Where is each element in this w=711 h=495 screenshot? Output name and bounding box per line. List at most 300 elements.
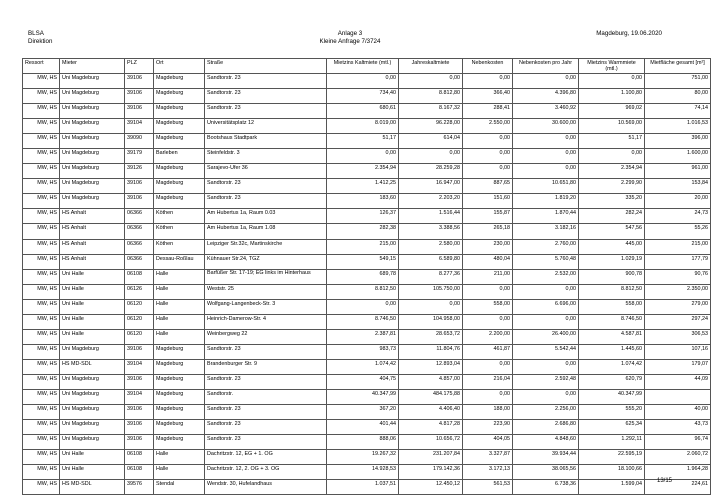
table-cell: 480,04: [463, 254, 513, 269]
table-cell: Sandtorstr. 23: [205, 420, 327, 435]
table-cell: 10.651,80: [513, 179, 579, 194]
table-cell: Uni Magdeburg: [60, 194, 125, 209]
table-cell: 39106: [125, 344, 154, 359]
table-cell: MW, HS: [23, 164, 60, 179]
table-cell: Magdeburg: [154, 89, 205, 104]
table-row: [23, 269, 711, 284]
table-cell: Sandtorstr. 23: [205, 405, 327, 420]
table-cell: 4.396,80: [513, 89, 579, 104]
table-row: [23, 389, 711, 404]
table-cell: Weststr. 25: [205, 284, 327, 299]
table-cell: 215,00: [645, 239, 711, 254]
table-cell: 265,18: [463, 224, 513, 239]
table-cell: MW, HS: [23, 389, 60, 404]
table-cell: 30.600,00: [513, 119, 579, 134]
table-cell: 39126: [125, 164, 154, 179]
table-cell: 74,14: [645, 104, 711, 119]
table-cell: 288,41: [463, 104, 513, 119]
table-row: [23, 164, 711, 179]
table-cell: 12.450,12: [399, 480, 463, 495]
table-cell: Halle: [154, 450, 205, 465]
table-cell: MW, HS: [23, 344, 60, 359]
table-cell: 126,37: [327, 209, 399, 224]
table-cell: Barleben: [154, 149, 205, 164]
table-cell: 8.277,36: [399, 269, 463, 284]
table-row: [23, 224, 711, 239]
table-cell: 2.299,90: [579, 179, 645, 194]
table-cell: 3.172,13: [463, 465, 513, 480]
table-cell: Dachritzstr. 12, EG + 1. OG: [205, 450, 327, 465]
table-cell: 06120: [125, 299, 154, 314]
table-cell: 16.947,00: [399, 179, 463, 194]
table-cell: Uni Halle: [60, 450, 125, 465]
table-cell: 1.870,44: [513, 209, 579, 224]
table-cell: 10.569,00: [579, 119, 645, 134]
table-cell: 0,00: [399, 149, 463, 164]
table-cell: 8.812,50: [327, 284, 399, 299]
table-cell: 39576: [125, 480, 154, 495]
table-cell: 0,00: [463, 284, 513, 299]
column-header: Ort: [154, 59, 205, 74]
table-cell: MW, HS: [23, 134, 60, 149]
table-cell: 4.406,40: [399, 405, 463, 420]
table-cell: 6.696,00: [513, 299, 579, 314]
table-cell: 0,00: [399, 74, 463, 89]
table-cell: HS MD-SDL: [60, 359, 125, 374]
table-cell: 555,20: [579, 405, 645, 420]
table-cell: Halle: [154, 314, 205, 329]
table-cell: 367,20: [327, 405, 399, 420]
table-cell: 1.445,60: [579, 344, 645, 359]
table-cell: MW, HS: [23, 239, 60, 254]
table-cell: HS Anhalt: [60, 209, 125, 224]
table-cell: 211,00: [463, 269, 513, 284]
table-cell: MW, HS: [23, 374, 60, 389]
table-cell: 1.037,51: [327, 480, 399, 495]
table-cell: 39106: [125, 89, 154, 104]
table-cell: 0,00: [513, 74, 579, 89]
table-cell: Halle: [154, 284, 205, 299]
table-cell: 620,79: [579, 374, 645, 389]
table-cell: Heinrich-Damerow-Str. 4: [205, 314, 327, 329]
table-cell: 18.100,66: [579, 465, 645, 480]
table-cell: Universitätsplatz 12: [205, 119, 327, 134]
table-cell: Magdeburg: [154, 435, 205, 450]
table-cell: Uni Magdeburg: [60, 74, 125, 89]
table-cell: Steinfeldstr. 3: [205, 149, 327, 164]
table-cell: MW, HS: [23, 179, 60, 194]
table-cell: 2.592,48: [513, 374, 579, 389]
table-cell: 230,00: [463, 239, 513, 254]
title-line-1: Anlage 3: [337, 30, 363, 37]
table-cell: 39106: [125, 374, 154, 389]
table-cell: MW, HS: [23, 329, 60, 344]
table-cell: 1.029,19: [579, 254, 645, 269]
table-cell: 90,76: [645, 269, 711, 284]
table-cell: 40.347,99: [579, 389, 645, 404]
table-cell: 2.354,94: [579, 164, 645, 179]
table-cell: 1.600,00: [645, 149, 711, 164]
table-cell: Sandtorstr. 23: [205, 435, 327, 450]
table-cell: 06366: [125, 254, 154, 269]
table-cell: 28.259,28: [399, 164, 463, 179]
table-cell: 38.065,56: [513, 465, 579, 480]
table-cell: 0,00: [513, 149, 579, 164]
table-cell: 12.893,04: [399, 359, 463, 374]
table-row: [23, 359, 711, 374]
table-cell: 22.595,19: [579, 450, 645, 465]
column-header: Nebenkosten: [463, 59, 513, 74]
table-cell: HS Anhalt: [60, 239, 125, 254]
table-cell: Kühnauer Str.24, TGZ: [205, 254, 327, 269]
table-row: [23, 89, 711, 104]
table-cell: Sandtorstr. 23: [205, 104, 327, 119]
table-cell: 39104: [125, 389, 154, 404]
column-header: PLZ: [125, 59, 154, 74]
table-cell: 0,00: [463, 74, 513, 89]
table-cell: Uni Magdeburg: [60, 420, 125, 435]
table-cell: 44,09: [645, 374, 711, 389]
table-cell: 2.580,00: [399, 239, 463, 254]
table-cell: 0,00: [513, 359, 579, 374]
table-cell: 3.327,87: [463, 450, 513, 465]
table-cell: Magdeburg: [154, 389, 205, 404]
table-cell: 0,00: [463, 359, 513, 374]
column-header: Jahreskaltmiete: [399, 59, 463, 74]
table-row: [23, 299, 711, 314]
table-cell: 39104: [125, 119, 154, 134]
table-cell: Uni Magdeburg: [60, 389, 125, 404]
table-row: [23, 134, 711, 149]
table-cell: Wolfgang-Langenbeck-Str. 3: [205, 299, 327, 314]
table-cell: MW, HS: [23, 209, 60, 224]
table-cell: 06126: [125, 284, 154, 299]
table-cell: 8.812,80: [399, 89, 463, 104]
table-cell: 0,00: [327, 149, 399, 164]
table-row: [23, 480, 711, 495]
table-cell: 689,78: [327, 269, 399, 284]
table-cell: 461,87: [463, 344, 513, 359]
table-cell: 4.848,60: [513, 435, 579, 450]
table-cell: MW, HS: [23, 420, 60, 435]
table-cell: 751,00: [645, 74, 711, 89]
table-cell: MW, HS: [23, 450, 60, 465]
table-cell: 215,00: [327, 239, 399, 254]
table-cell: 55,26: [645, 224, 711, 239]
table-header: [23, 59, 711, 74]
table-cell: 0,00: [463, 149, 513, 164]
table-cell: 0,00: [513, 134, 579, 149]
table-cell: Barfüßer Str. 17-19; EG links im Hinterhaus: [205, 269, 327, 284]
table-cell: 888,06: [327, 435, 399, 450]
table-cell: 625,34: [579, 420, 645, 435]
table-cell: 900,78: [579, 269, 645, 284]
table-cell: 39104: [125, 359, 154, 374]
table-cell: 2.200,00: [463, 329, 513, 344]
table-cell: 06120: [125, 314, 154, 329]
table-cell: Magdeburg: [154, 164, 205, 179]
table-cell: 4.817,28: [399, 420, 463, 435]
table-cell: 404,05: [463, 435, 513, 450]
table-cell: Magdeburg: [154, 74, 205, 89]
table-cell: Magdeburg: [154, 405, 205, 420]
table-cell: Uni Halle: [60, 299, 125, 314]
table-cell: 223,90: [463, 420, 513, 435]
table-cell: 5.760,48: [513, 254, 579, 269]
column-header: Nebenkosten pro Jahr: [513, 59, 579, 74]
table-cell: Sarajevo-Ufer 36: [205, 164, 327, 179]
table-cell: Uni Magdeburg: [60, 89, 125, 104]
column-header: Mietzins Kaltmiete (mtl.): [327, 59, 399, 74]
table-cell: 961,00: [645, 164, 711, 179]
table-cell: Uni Halle: [60, 269, 125, 284]
table-row: [23, 374, 711, 389]
table-cell: Brandenburger Str. 9: [205, 359, 327, 374]
table-cell: 224,61: [645, 480, 711, 495]
table-cell: Magdeburg: [154, 194, 205, 209]
table-cell: Dessau-Roßlau: [154, 254, 205, 269]
table-row: [23, 194, 711, 209]
table-cell: Köthen: [154, 224, 205, 239]
table-cell: 366,40: [463, 89, 513, 104]
table-cell: Köthen: [154, 239, 205, 254]
table-cell: Sandtorstr. 23: [205, 74, 327, 89]
table-cell: Weinbergweg 22: [205, 329, 327, 344]
table-cell: 1.412,25: [327, 179, 399, 194]
table-cell: Sandtorstr.: [205, 389, 327, 404]
table-cell: 39106: [125, 179, 154, 194]
table-cell: 40.347,99: [327, 389, 399, 404]
table-cell: 0,00: [463, 389, 513, 404]
table-cell: 153,84: [645, 179, 711, 194]
table-cell: 06366: [125, 209, 154, 224]
table-cell: Magdeburg: [154, 359, 205, 374]
table-cell: 547,56: [579, 224, 645, 239]
table-row: [23, 179, 711, 194]
table-cell: 26.400,00: [513, 329, 579, 344]
table-cell: MW, HS: [23, 405, 60, 420]
table-cell: 2.550,00: [463, 119, 513, 134]
table-cell: 39106: [125, 194, 154, 209]
table-cell: 2.354,94: [327, 164, 399, 179]
table-cell: Uni Magdeburg: [60, 179, 125, 194]
table-cell: 561,53: [463, 480, 513, 495]
table-cell: 5.542,44: [513, 344, 579, 359]
table-cell: [645, 389, 711, 404]
table-cell: HS MD-SDL: [60, 480, 125, 495]
column-header: Straße: [205, 59, 327, 74]
table-cell: Magdeburg: [154, 420, 205, 435]
table-cell: 680,61: [327, 104, 399, 119]
table-cell: 188,00: [463, 405, 513, 420]
table-cell: 549,15: [327, 254, 399, 269]
table-cell: 19.267,32: [327, 450, 399, 465]
table-cell: 06108: [125, 450, 154, 465]
table-row: [23, 405, 711, 420]
rental-table: [22, 58, 711, 495]
table-cell: Uni Magdeburg: [60, 149, 125, 164]
table-row: [23, 149, 711, 164]
table-cell: 20,00: [645, 194, 711, 209]
table-cell: MW, HS: [23, 149, 60, 164]
column-header: Ressort: [23, 59, 60, 74]
table-cell: 39.934,44: [513, 450, 579, 465]
table-cell: Uni Halle: [60, 284, 125, 299]
table-cell: 558,00: [579, 299, 645, 314]
table-cell: Halle: [154, 329, 205, 344]
table-row: [23, 209, 711, 224]
table-cell: 2.060,72: [645, 450, 711, 465]
table-cell: 43,73: [645, 420, 711, 435]
table-cell: 6.738,36: [513, 480, 579, 495]
table-cell: 0,00: [579, 74, 645, 89]
table-cell: 8.019,00: [327, 119, 399, 134]
table-cell: 231.207,84: [399, 450, 463, 465]
table-cell: 11.804,76: [399, 344, 463, 359]
table-cell: 0,00: [513, 314, 579, 329]
table-row: [23, 284, 711, 299]
table-cell: 06366: [125, 239, 154, 254]
table-cell: Uni Halle: [60, 314, 125, 329]
table-cell: 0,00: [399, 299, 463, 314]
table-cell: 39106: [125, 405, 154, 420]
table-cell: 0,00: [513, 389, 579, 404]
table-cell: 8.812,50: [579, 284, 645, 299]
table-cell: MW, HS: [23, 359, 60, 374]
table-cell: 104.958,00: [399, 314, 463, 329]
table-cell: 96.228,00: [399, 119, 463, 134]
title-line-2: Kleine Anfrage 7/3724: [319, 38, 381, 45]
table-cell: 51,17: [579, 134, 645, 149]
table-cell: 0,00: [463, 164, 513, 179]
table-cell: Uni Halle: [60, 329, 125, 344]
table-cell: Halle: [154, 465, 205, 480]
table-cell: 306,53: [645, 329, 711, 344]
table-cell: Sandtorstr. 23: [205, 194, 327, 209]
table-cell: 39106: [125, 104, 154, 119]
table-cell: 0,00: [579, 149, 645, 164]
table-cell: 0,00: [463, 314, 513, 329]
table-cell: 06120: [125, 329, 154, 344]
table-row: [23, 239, 711, 254]
table-cell: 734,40: [327, 89, 399, 104]
table-cell: Bootshaus Stadtpark: [205, 134, 327, 149]
table-cell: 1.100,80: [579, 89, 645, 104]
table-cell: 28.653,72: [399, 329, 463, 344]
table-cell: Sandtorstr. 23: [205, 344, 327, 359]
table-row: [23, 450, 711, 465]
table-cell: Uni Halle: [60, 465, 125, 480]
table-cell: Am Hubertus 1a, Raum 1.08: [205, 224, 327, 239]
table-cell: 2.256,00: [513, 405, 579, 420]
table-cell: 396,00: [645, 134, 711, 149]
table-cell: 10.656,72: [399, 435, 463, 450]
table-cell: 6.589,80: [399, 254, 463, 269]
table-cell: Köthen: [154, 209, 205, 224]
table-cell: Uni Magdeburg: [60, 164, 125, 179]
table-cell: Sandtorstr. 23: [205, 89, 327, 104]
table-row: [23, 435, 711, 450]
table-cell: MW, HS: [23, 269, 60, 284]
table-cell: 1.016,53: [645, 119, 711, 134]
table-cell: 0,00: [513, 164, 579, 179]
table-row: [23, 254, 711, 269]
table-row: [23, 104, 711, 119]
table-cell: 445,00: [579, 239, 645, 254]
table-cell: 06366: [125, 224, 154, 239]
column-header: Mietfläche gesamt [m²]: [645, 59, 711, 74]
table-cell: 06108: [125, 465, 154, 480]
table-cell: 151,60: [463, 194, 513, 209]
table-cell: Magdeburg: [154, 374, 205, 389]
table-cell: 80,00: [645, 89, 711, 104]
table-cell: 179.142,36: [399, 465, 463, 480]
table-cell: HS Anhalt: [60, 254, 125, 269]
table-cell: 282,24: [579, 209, 645, 224]
table-cell: Uni Magdeburg: [60, 405, 125, 420]
table-cell: Uni Magdeburg: [60, 104, 125, 119]
table-cell: 3.388,56: [399, 224, 463, 239]
table-cell: 2.350,00: [645, 284, 711, 299]
header-row: [23, 59, 711, 74]
table-cell: 8.167,32: [399, 104, 463, 119]
table-cell: 39106: [125, 435, 154, 450]
table-row: [23, 314, 711, 329]
table-cell: 1.074,42: [327, 359, 399, 374]
table-cell: 183,60: [327, 194, 399, 209]
table-cell: MW, HS: [23, 104, 60, 119]
table-cell: 0,00: [513, 284, 579, 299]
table-cell: 887,65: [463, 179, 513, 194]
table-cell: MW, HS: [23, 299, 60, 314]
table-cell: MW, HS: [23, 74, 60, 89]
table-cell: 8.746,50: [327, 314, 399, 329]
table-cell: Uni Magdeburg: [60, 344, 125, 359]
table-cell: MW, HS: [23, 435, 60, 450]
table-cell: 282,38: [327, 224, 399, 239]
table-cell: Uni Magdeburg: [60, 119, 125, 134]
table-cell: Uni Magdeburg: [60, 374, 125, 389]
table-cell: Wendstr. 30, Hufelandhaus: [205, 480, 327, 495]
table-cell: Magdeburg: [154, 104, 205, 119]
table-cell: 1.074,42: [579, 359, 645, 374]
table-cell: 335,20: [579, 194, 645, 209]
table-cell: 3.182,16: [513, 224, 579, 239]
org-line-2: Direktion: [28, 38, 53, 45]
table-cell: 24,73: [645, 209, 711, 224]
table-row: [23, 344, 711, 359]
table-cell: 216,04: [463, 374, 513, 389]
table-cell: 2.387,81: [327, 329, 399, 344]
table-cell: 1.516,44: [399, 209, 463, 224]
table-cell: 484.175,88: [399, 389, 463, 404]
table-cell: 2.686,80: [513, 420, 579, 435]
page-number: 13/15: [656, 478, 672, 484]
table-cell: 51,17: [327, 134, 399, 149]
table-cell: MW, HS: [23, 480, 60, 495]
table-cell: 401,44: [327, 420, 399, 435]
table-cell: 107,16: [645, 344, 711, 359]
table-row: [23, 74, 711, 89]
table-cell: 1.819,20: [513, 194, 579, 209]
table-cell: Am Hubertus 1a, Raum 0.03: [205, 209, 327, 224]
document-date: Magdeburg, 19.06.2020: [596, 30, 662, 37]
table-cell: Uni Magdeburg: [60, 134, 125, 149]
table-cell: 983,73: [327, 344, 399, 359]
table-body: [23, 74, 711, 495]
table-cell: 14.928,53: [327, 465, 399, 480]
table-cell: Magdeburg: [154, 179, 205, 194]
